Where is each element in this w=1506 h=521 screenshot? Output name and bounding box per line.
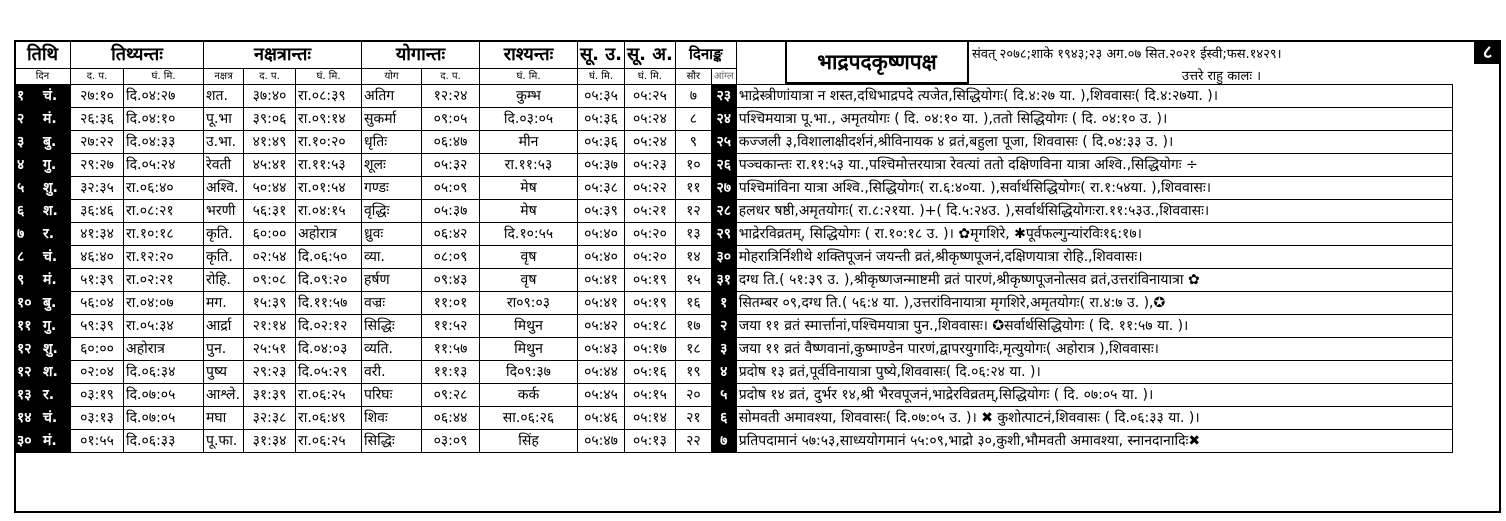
sunset: ०५:२४: [625, 108, 676, 131]
nakshatra: पुन.: [204, 338, 244, 361]
row-num: १४: [15, 407, 41, 430]
nak-time: रा.०६:२५: [296, 430, 362, 453]
table-row: [15, 269, 1453, 292]
nak-time: रा.०९:१४: [296, 108, 362, 131]
table-row: [15, 338, 1453, 361]
sunset: ०५:२३: [625, 154, 676, 177]
sub-tithi-dp: द. प.: [71, 69, 124, 85]
sunrise: ०५:४०: [578, 246, 625, 269]
nak-time: दि.०५:२९: [296, 361, 362, 384]
english-date: २४: [711, 108, 736, 131]
sunrise: ०५:३९: [578, 200, 625, 223]
english-date: ७: [711, 430, 736, 453]
rashi: रा०९:०३: [480, 292, 578, 315]
tithi-time: दि.०७:०५: [124, 384, 204, 407]
note: सोमवती अमावश्या, शिववासः( दि.०७:०५ उ. )। ✖ कुशोत्पाटनं,शिववासः ( दि.०६:३३ या. )।: [736, 407, 1452, 430]
yoga: सिद्धिः: [362, 315, 422, 338]
tithi-dp: ४६:४०: [71, 246, 124, 269]
nak-dp: ३२:३८: [244, 407, 296, 430]
yoga-dp: ०५:०९: [422, 177, 480, 200]
nak-time: रा.०८:३९: [296, 85, 362, 108]
english-date: २८: [711, 200, 736, 223]
header-tithi: तिथि: [15, 41, 71, 69]
english-date: ३०: [711, 246, 736, 269]
nak-dp: २९:२३: [244, 361, 296, 384]
sunrise: ०५:३७: [578, 154, 625, 177]
row-num: ३०: [15, 430, 41, 453]
row-day: श.: [41, 361, 71, 384]
sunset: ०५:१४: [625, 407, 676, 430]
row-day: गु.: [41, 154, 71, 177]
tithi-dp: ०३:१३: [71, 407, 124, 430]
note: जया ११ व्रतं स्मार्त्तानां,पश्चिमयात्रा पुन.,शिववासः। ✪सर्वार्थसिद्धियोगः ( दि. ११:५७ या. )।: [736, 315, 1452, 338]
nakshatra: कृति.: [204, 223, 244, 246]
note: प्रतिपदामानं ५७:५३,साध्ययोगमानं ५५:०९,भाद्रो ३०,कुशी,भौमवती अमावश्या, स्नानदानादिः✖: [736, 430, 1452, 453]
nak-time: रा.११:५३: [296, 154, 362, 177]
tithi-dp: ३६:४६: [71, 200, 124, 223]
row-num: १३: [15, 384, 41, 407]
sub-nak-ghm: घं. मि.: [296, 69, 362, 85]
nak-dp: ०९:०८: [244, 269, 296, 292]
yoga: वरी.: [362, 361, 422, 384]
nakshatra: आश्ले.: [204, 384, 244, 407]
nak-time: रा.०४:१५: [296, 200, 362, 223]
table-row: [15, 430, 1453, 453]
sunset: ०५:१६: [625, 361, 676, 384]
note: मोहरात्रिर्निशीथे शक्तिपूजनं जयन्ती व्रतं,श्रीकृष्णपूजनं,दक्षिणयात्रा रोहि.,शिववासः।: [736, 246, 1452, 269]
sunset: ०५:१३: [625, 430, 676, 453]
row-num: १: [15, 85, 41, 108]
nakshatra: अश्वि.: [204, 177, 244, 200]
english-date: २६: [711, 154, 736, 177]
yoga-dp: ०३:०९: [422, 430, 480, 453]
nak-time: अहोरात्र: [296, 223, 362, 246]
table-row: [15, 361, 1453, 384]
nak-time: दि.०४:०३: [296, 338, 362, 361]
yoga-dp: ०६:४७: [422, 131, 480, 154]
saur-date: १२: [675, 200, 711, 223]
page-number: ८: [1474, 40, 1501, 64]
sub-tithi-ghm: घं. मि.: [124, 69, 204, 85]
note: भाद्रेरविव्रतम्, सिद्धियोगः ( रा.१०:१८ उ. )। ✿मृगशिरे, ✱पूर्वफल्गुन्यांरविः१६:१७।: [736, 223, 1452, 246]
paksha-title: भाद्रपदकृष्णपक्ष: [785, 40, 969, 84]
yoga: शिवः: [362, 407, 422, 430]
sunrise: ०५:४६: [578, 407, 625, 430]
row-day: चं.: [41, 246, 71, 269]
sub-saur: सौर: [675, 69, 711, 85]
tithi-dp: ०२:०४: [71, 361, 124, 384]
yoga: शूलः: [362, 154, 422, 177]
yoga-dp: ०९:२८: [422, 384, 480, 407]
tithi-dp: ०३:१९: [71, 384, 124, 407]
sunset: ०५:२०: [625, 223, 676, 246]
rashi: रा.११:५३: [480, 154, 578, 177]
row-day: मं.: [41, 269, 71, 292]
yoga-dp: ११:१३: [422, 361, 480, 384]
sunset: ०५:१८: [625, 315, 676, 338]
sunrise: ०५:४४: [578, 361, 625, 384]
english-date: २३: [711, 85, 736, 108]
note: प्रदोष १४ व्रतं, दुर्भर १४,श्री भैरवपूजनं,भाद्रेरविव्रतम्,सिद्धियोगः ( दि. ०७:०५ या. )।: [736, 384, 1452, 407]
rashi: दि.१०:५५: [480, 223, 578, 246]
row-num: १२: [15, 361, 41, 384]
english-date: २: [711, 315, 736, 338]
nakshatra: मग.: [204, 292, 244, 315]
sunset: ०५:२५: [625, 85, 676, 108]
rashi: मीन: [480, 131, 578, 154]
note: सितम्बर ०९,दग्ध ति.( ५६:४ या. ),उत्तरांविनायात्रा मृगशिरे,अमृतयोगः( रा.४:७ उ. ),✪: [736, 292, 1452, 315]
yoga-dp: १२:२४: [422, 85, 480, 108]
yoga: वज्रः: [362, 292, 422, 315]
row-num: ११: [15, 315, 41, 338]
tithi-time: दि.०४:२७: [124, 85, 204, 108]
table-row: [15, 177, 1453, 200]
table-row: [15, 131, 1453, 154]
header-yoganta: योगान्तः: [362, 41, 480, 69]
row-num: ६: [15, 200, 41, 223]
sunrise: ०५:४२: [578, 315, 625, 338]
saur-date: १४: [675, 246, 711, 269]
nakshatra: भरणी: [204, 200, 244, 223]
yoga-dp: ११:५२: [422, 315, 480, 338]
sunrise: ०५:४३: [578, 338, 625, 361]
yoga: अतिग: [362, 85, 422, 108]
rashi: सिंह: [480, 430, 578, 453]
yoga: व्या.: [362, 246, 422, 269]
table-row: [15, 108, 1453, 131]
header-tithyanta: तिथ्यन्तः: [71, 41, 204, 69]
row-day: मं.: [41, 430, 71, 453]
yoga-dp: ०९:४३: [422, 269, 480, 292]
saur-date: ९: [675, 131, 711, 154]
row-day: मं.: [41, 108, 71, 131]
sunrise: ०५:३५: [578, 85, 625, 108]
tithi-time: रा.०६:४०: [124, 177, 204, 200]
sunset: ०५:१९: [625, 292, 676, 315]
nak-dp: ३९:०६: [244, 108, 296, 131]
rashi: वृष: [480, 269, 578, 292]
sunrise: ०५:४७: [578, 430, 625, 453]
nak-time: रा.०१:५४: [296, 177, 362, 200]
tithi-dp: २६:३६: [71, 108, 124, 131]
table-row: [15, 246, 1453, 269]
yoga: धृतिः: [362, 131, 422, 154]
sunset: ०५:२२: [625, 177, 676, 200]
tithi-time: रा.१२:२०: [124, 246, 204, 269]
nakshatra: शत.: [204, 85, 244, 108]
nakshatra: रेवती: [204, 154, 244, 177]
sunset: ०५:२०: [625, 246, 676, 269]
tithi-dp: २७:२२: [71, 131, 124, 154]
tithi-dp: ५१:३९: [71, 269, 124, 292]
sunset: ०५:२१: [625, 200, 676, 223]
yoga: परिघः: [362, 384, 422, 407]
nakshatra: रोहि.: [204, 269, 244, 292]
nakshatra: पू.भा: [204, 108, 244, 131]
tithi-dp: ५६:०४: [71, 292, 124, 315]
english-date: ५: [711, 384, 736, 407]
yoga-dp: ०६:४२: [422, 223, 480, 246]
saur-date: १३: [675, 223, 711, 246]
rashi: दि.०३:०५: [480, 108, 578, 131]
tithi-time: रा.०४:०७: [124, 292, 204, 315]
sunrise: ०५:४०: [578, 223, 625, 246]
table-row: [15, 407, 1453, 430]
sub-yoga-dp: द. प.: [422, 69, 480, 85]
rashi: मिथुन: [480, 338, 578, 361]
nak-dp: ३१:३४: [244, 430, 296, 453]
table-row: [15, 292, 1453, 315]
tithi-time: दि.०४:३३: [124, 131, 204, 154]
row-num: ५: [15, 177, 41, 200]
samvat-line: संवत् २०७८;शाके १९४३;२३ अग.०७ सित.२०२१ ईस्वी;फस.१४२९।: [972, 47, 1282, 62]
header-dinank: दिनाङ्क: [675, 41, 736, 69]
nakshatra: कृति.: [204, 246, 244, 269]
row-num: २: [15, 108, 41, 131]
tithi-time: दि.०७:०५: [124, 407, 204, 430]
saur-date: १८: [675, 338, 711, 361]
english-date: २५: [711, 131, 736, 154]
english-date: ३१: [711, 269, 736, 292]
row-day: र.: [41, 223, 71, 246]
nak-dp: ४१:४९: [244, 131, 296, 154]
table-row: [15, 85, 1453, 108]
yoga-dp: ०९:०५: [422, 108, 480, 131]
row-num: ८: [15, 246, 41, 269]
sunset: ०५:१७: [625, 338, 676, 361]
nakshatra: आर्द्रा: [204, 315, 244, 338]
sub-nak-dp: द. प.: [244, 69, 296, 85]
yoga-dp: ११:०१: [422, 292, 480, 315]
saur-date: ११: [675, 177, 711, 200]
saur-date: ७: [675, 85, 711, 108]
sunrise: ०५:४५: [578, 384, 625, 407]
nakshatra: उ.भा.: [204, 131, 244, 154]
row-num: १०: [15, 292, 41, 315]
rashi: मिथुन: [480, 315, 578, 338]
nak-dp: २१:१४: [244, 315, 296, 338]
nak-dp: ०२:५४: [244, 246, 296, 269]
nak-time: रा.१०:२०: [296, 131, 362, 154]
english-date: ६: [711, 407, 736, 430]
yoga: हर्षण: [362, 269, 422, 292]
sub-nakshatra: नक्षत्र: [204, 69, 244, 85]
saur-date: १६: [675, 292, 711, 315]
tithi-dp: ५९:३९: [71, 315, 124, 338]
sub-sunset-ghm: घं. मि.: [625, 69, 676, 85]
note: जया ११ व्रतं वैष्णवानां,कुष्माण्डेन पारणं,द्वापरयुगादिः,मृत्युयोगः( अहोरात्र ),शिववासः।: [736, 338, 1452, 361]
row-num: ७: [15, 223, 41, 246]
sub-rashi-ghm: घं. मि.: [480, 69, 578, 85]
rashi: मेष: [480, 200, 578, 223]
tithi-time: रा.०८:२१: [124, 200, 204, 223]
table-row: [15, 384, 1453, 407]
note: पश्चिमयात्रा पू.भा., अमृतयोगः ( दि. ०४:१० या. ),ततो सिद्धियोगः ( दि. ०४:१० उ. )।: [736, 108, 1452, 131]
sunset: ०५:२४: [625, 131, 676, 154]
tithi-time: दि.०४:१०: [124, 108, 204, 131]
yoga-dp: ०६:४४: [422, 407, 480, 430]
sub-angl: आंग्ल: [711, 69, 736, 85]
note: भाद्रेस्त्रीणांयात्रा न शस्त,दधिभाद्रपदे त्यजेत,सिद्धियोगः( दि.४:२७ या. ),शिववासः( दि.४:२७या. )।: [736, 85, 1452, 108]
yoga-dp: ११:५७: [422, 338, 480, 361]
english-date: २९: [711, 223, 736, 246]
yoga-dp: ०५:३७: [422, 200, 480, 223]
nak-time: रा.०६:४९: [296, 407, 362, 430]
tithi-time: दि.०६:३३: [124, 430, 204, 453]
sunrise: ०५:४१: [578, 292, 625, 315]
nak-dp: १५:३९: [244, 292, 296, 315]
yoga-dp: ०५:३२: [422, 154, 480, 177]
nakshatra: मघा: [204, 407, 244, 430]
nakshatra: पू.फा.: [204, 430, 244, 453]
tithi-time: रा.०२:२१: [124, 269, 204, 292]
header-sunrise: सू. उ.: [578, 41, 625, 69]
table-row: [15, 223, 1453, 246]
nak-dp: ५६:३१: [244, 200, 296, 223]
table-row: [15, 315, 1453, 338]
nak-dp: ३७:४०: [244, 85, 296, 108]
rashi: वृष: [480, 246, 578, 269]
nak-time: दि.०२:१२: [296, 315, 362, 338]
sub-din: दिन: [15, 69, 71, 85]
tithi-dp: २७:१०: [71, 85, 124, 108]
yoga: वृद्धिः: [362, 200, 422, 223]
samvat-info: [969, 40, 1474, 84]
note: हलधर षष्ठी,अमृतयोगः( रा.८:२१या. )+( दि.५:२४उ. ),सर्वार्थसिद्धियोगःरा.११:५३उ.,शिववासः।: [736, 200, 1452, 223]
row-day: गु.: [41, 315, 71, 338]
note: कज्जली ३,विशालाक्षीदर्शनं,श्रीविनायक ४ व्रतं,बहुला पूजा, शिववासः ( दि.०४:३३ उ. )।: [736, 131, 1452, 154]
tithi-dp: ०१:५५: [71, 430, 124, 453]
nak-dp: ६०:००: [244, 223, 296, 246]
tithi-time: अहोरात्र: [124, 338, 204, 361]
nak-dp: ५०:४४: [244, 177, 296, 200]
nak-dp: २५:५१: [244, 338, 296, 361]
row-num: ४: [15, 154, 41, 177]
sub-yoga: योग: [362, 69, 422, 85]
tithi-time: रा.०५:३४: [124, 315, 204, 338]
english-date: १: [711, 292, 736, 315]
note: पञ्चकान्तः रा.११:५३ या.,पश्चिमोत्तरयात्रा रेवत्यां ततो दक्षिणविना यात्रा अश्वि.,सिद्धियोगः ÷: [736, 154, 1452, 177]
nak-time: दि.११:५७: [296, 292, 362, 315]
rashi: कुम्भ: [480, 85, 578, 108]
row-day: बु.: [41, 292, 71, 315]
saur-date: २२: [675, 430, 711, 453]
sunset: ०५:१५: [625, 384, 676, 407]
tithi-dp: ३२:३५: [71, 177, 124, 200]
note: प्रदोष १३ व्रतं,पूर्वविनायात्रा पुष्ये,शिववासः( दि.०६:२४ या. )।: [736, 361, 1452, 384]
tithi-dp: ४१:३४: [71, 223, 124, 246]
saur-date: १५: [675, 269, 711, 292]
sunrise: ०५:३६: [578, 108, 625, 131]
saur-date: २०: [675, 384, 711, 407]
panchang-table: [14, 40, 1453, 453]
row-day: चं.: [41, 85, 71, 108]
header-nakshatranta: नक्षत्रान्तः: [204, 41, 362, 69]
tithi-time: दि.०६:३४: [124, 361, 204, 384]
table-row: [15, 154, 1453, 177]
row-num: १२: [15, 338, 41, 361]
sunrise: ०५:४१: [578, 269, 625, 292]
saur-date: २१: [675, 407, 711, 430]
sub-sunrise-ghm: घं. मि.: [578, 69, 625, 85]
tithi-dp: २९:२७: [71, 154, 124, 177]
rahu-line: उत्तरे राहु कालः ।: [1181, 69, 1262, 84]
header-sunset: सू. अ.: [625, 41, 676, 69]
english-date: ४: [711, 361, 736, 384]
row-day: श.: [41, 200, 71, 223]
sunrise: ०५:३८: [578, 177, 625, 200]
table-row: [15, 200, 1453, 223]
rashi: दि०९:३७: [480, 361, 578, 384]
saur-date: ८: [675, 108, 711, 131]
saur-date: १९: [675, 361, 711, 384]
nak-time: दि.०९:२०: [296, 269, 362, 292]
yoga-dp: ०८:०९: [422, 246, 480, 269]
row-num: ९: [15, 269, 41, 292]
yoga: सिद्धिः: [362, 430, 422, 453]
nakshatra: पुष्य: [204, 361, 244, 384]
tithi-time: रा.१०:१८: [124, 223, 204, 246]
row-day: शु.: [41, 338, 71, 361]
rashi: कर्क: [480, 384, 578, 407]
nak-dp: ४५:४१: [244, 154, 296, 177]
nak-time: दि.०६:५०: [296, 246, 362, 269]
row-num: ३: [15, 131, 41, 154]
sunset: ०५:१९: [625, 269, 676, 292]
yoga: व्यति.: [362, 338, 422, 361]
row-day: र.: [41, 384, 71, 407]
row-day: शु.: [41, 177, 71, 200]
yoga: ध्रुवः: [362, 223, 422, 246]
nak-dp: ३१:३९: [244, 384, 296, 407]
tithi-dp: ६०:००: [71, 338, 124, 361]
row-day: बु.: [41, 131, 71, 154]
nak-time: रा.०६:२५: [296, 384, 362, 407]
note: पश्चिमांविना यात्रा अश्वि.,सिद्धियोगः( रा.६:४०या. ),सर्वार्थसिद्धियोगः( रा.१:५४या. ),शिववासः।: [736, 177, 1452, 200]
yoga: गण्डः: [362, 177, 422, 200]
rashi: सा.०६:२६: [480, 407, 578, 430]
saur-date: १७: [675, 315, 711, 338]
saur-date: १०: [675, 154, 711, 177]
yoga: सुकर्मा: [362, 108, 422, 131]
header-rashyanta: राश्यन्तः: [480, 41, 578, 69]
english-date: २७: [711, 177, 736, 200]
sunrise: ०५:३६: [578, 131, 625, 154]
note: दग्ध ति.( ५१:३९ उ. ),श्रीकृष्णजन्माष्टमी व्रतं पारणं,श्रीकृष्णपूजनोत्सव व्रतं,उत्तरांविनायात्रा ✿: [736, 269, 1452, 292]
rashi: मेष: [480, 177, 578, 200]
row-day: चं.: [41, 407, 71, 430]
english-date: ३: [711, 338, 736, 361]
tithi-time: दि.०५:२४: [124, 154, 204, 177]
